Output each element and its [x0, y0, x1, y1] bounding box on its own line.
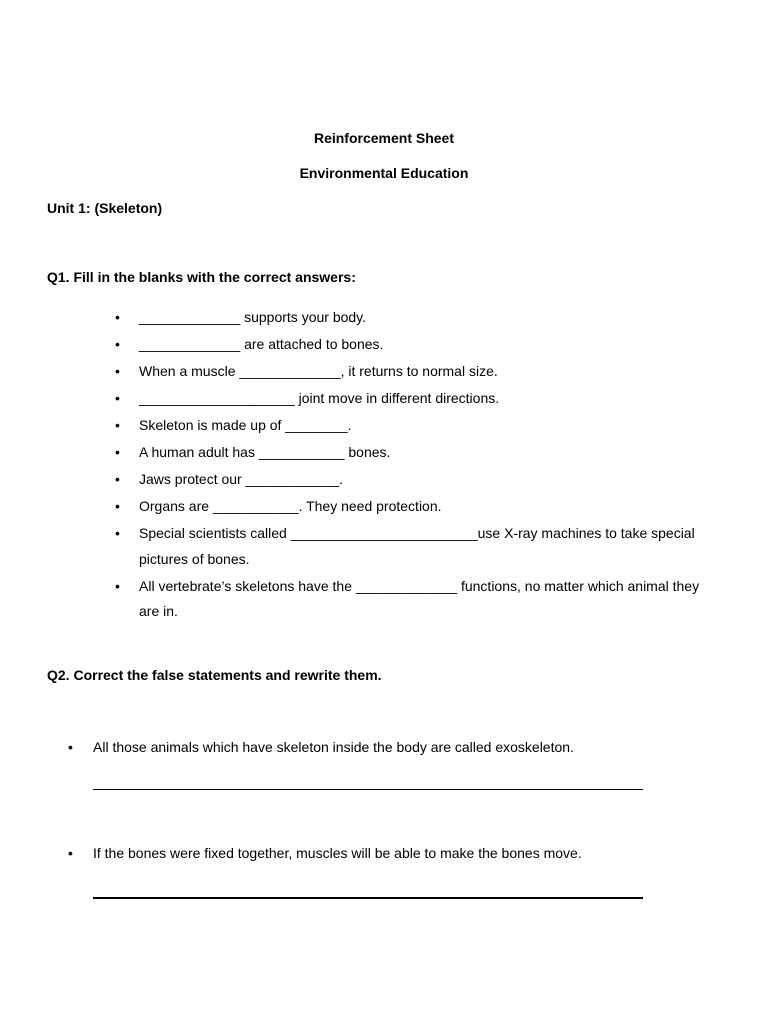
q1-item: • _____________ are attached to bones. — [0, 332, 711, 358]
unit-heading: Unit 1: (Skeleton) — [47, 200, 163, 216]
q2-statement: • All those animals which have skeleton inside the body are called exoskeleton. — [0, 737, 768, 757]
q1-item: • Organs are ___________. They need protection. — [0, 494, 711, 520]
q1-heading: Q1. Fill in the blanks with the correct answers: — [47, 269, 356, 285]
q1-item: • Skeleton is made up of ________. — [0, 413, 711, 439]
q1-item: • A human adult has ___________ bones. — [0, 440, 711, 466]
q2-statement: • If the bones were fixed together, muscles will be able to make the bones move. — [0, 843, 768, 863]
q1-item: • ____________________ joint move in different directions. — [0, 386, 711, 412]
q1-item: • Special scientists called ________________________use X-ray machines to take special pictures of bones. — [0, 521, 711, 572]
q1-item: • All vertebrate’s skeletons have the _____________ functions, no matter which animal they are in. — [0, 574, 711, 625]
q1-item: • _____________ supports your body. — [0, 305, 711, 331]
q2-item — [0, 737, 768, 757]
q1-item: • Jaws protect our ____________. — [0, 467, 711, 493]
answer-line — [93, 897, 643, 899]
answer-line — [93, 789, 643, 790]
q1-list — [0, 305, 768, 626]
q2-heading: Q2. Correct the false statements and rewrite them. — [47, 667, 382, 683]
q1-item: • When a muscle _____________, it returns to normal size. — [0, 359, 711, 385]
sheet-title: Reinforcement Sheet — [313, 130, 455, 146]
q2-item — [0, 843, 768, 863]
subject-title: Environmental Education — [299, 165, 469, 181]
